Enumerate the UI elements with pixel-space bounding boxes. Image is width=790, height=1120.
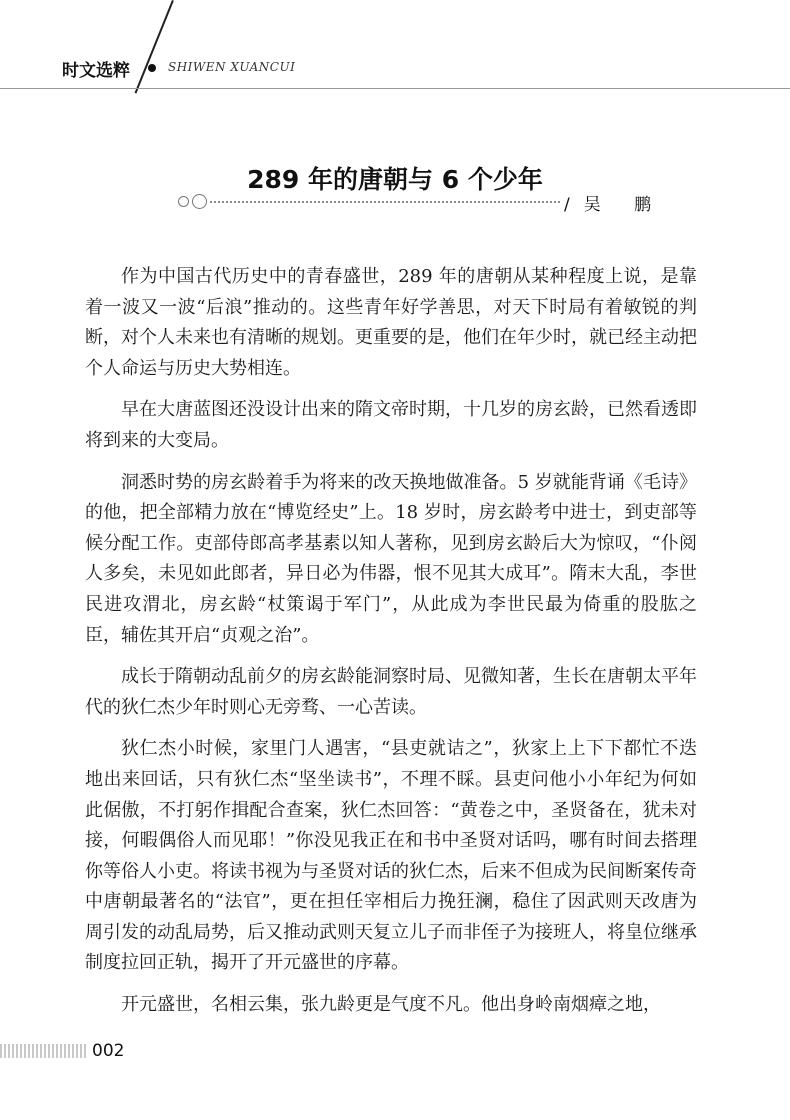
article-title: 289 年的唐朝与 6 个少年 bbox=[247, 165, 543, 194]
ornament-circle-large bbox=[192, 194, 207, 209]
section-label: 时文选粹 bbox=[62, 61, 130, 81]
paragraph: 洞悉时势的房玄龄着手为将来的改天换地做准备。5 岁就能背诵《毛诗》的他，把全部精力放在“博览经史”上。18 岁时，房玄龄考中进士，到吏部等候分配工作。吏部侍郎高孝基素以知人著称，见到房玄龄后大为惊叹，“仆阅人多矣，未见如此郎者，异日必为伟器，恨不见其大成耳”。隋末大乱，李世民进攻渭北，房玄龄“杖策谒于军门”，从此成为李世民最为倚重的股肱之臣，辅佐其开启“贞观之治”。 bbox=[85, 471, 697, 646]
paragraph: 作为中国古代历史中的青春盛世，289 年的唐朝从某种程度上说，是靠着一波又一波“后浪”推动的。这些青年好学善思，对天下时局有着敏锐的判断，对个人未来也有清晰的规划。更重要的是，他们在年少时，就已经主动把个人命运与历史大势相连。 bbox=[85, 266, 697, 379]
section-bullet-dot bbox=[148, 64, 156, 72]
ornament-circle-small bbox=[178, 196, 189, 207]
page-header bbox=[0, 0, 790, 110]
paragraph: 开元盛世，名相云集，张九龄更是气度不凡。他出身岭南烟瘴之地， bbox=[121, 994, 661, 1016]
byline bbox=[178, 192, 666, 215]
paragraph: 早在大唐蓝图还没设计出来的隋文帝时期，十几岁的房玄龄，已然看透即将到来的大变局。 bbox=[85, 399, 697, 451]
author-name: /吴 鹏 bbox=[564, 195, 666, 215]
paragraph: 成长于隋朝动乱前夕的房玄龄能洞察时局、见微知著，生长在唐朝太平年代的狄仁杰少年时则心无旁骛、一心苦读。 bbox=[85, 666, 697, 718]
ornament-dotted-line bbox=[210, 201, 560, 203]
header-diagonal-line bbox=[135, 0, 174, 93]
footer-stripe-ornament bbox=[0, 1044, 86, 1058]
section-latin-label: SHIWEN XUANCUI bbox=[168, 60, 296, 74]
page-footer bbox=[0, 1040, 790, 1070]
article-body bbox=[85, 262, 697, 1032]
header-rule bbox=[0, 88, 790, 89]
paragraph: 狄仁杰小时候，家里门人遇害，“县吏就诘之”，狄家上上下下都忙不迭地出来回话，只有狄仁杰“坚坐读书”，不理不睬。县吏问他小小年纪为何如此倨傲，不打躬作揖配合查案，狄仁杰回答：“黄卷之中，圣贤备在，犹未对接，何暇偶俗人而见耶！”你没见我正在和书中圣贤对话吗，哪有时间去搭理你等俗人小吏。将读书视为与圣贤对话的狄仁杰，后来不但成为民间断案传奇中唐朝最著名的“法官”，更在担任宰相后力挽狂澜，稳住了因武则天改唐为周引发的动乱局势，后又推动武则天复立儿子而非侄子为接班人，将皇位继承制度拉回正轨，揭开了开元盛世的序幕。 bbox=[85, 738, 697, 974]
page-number: 002 bbox=[92, 1041, 125, 1061]
